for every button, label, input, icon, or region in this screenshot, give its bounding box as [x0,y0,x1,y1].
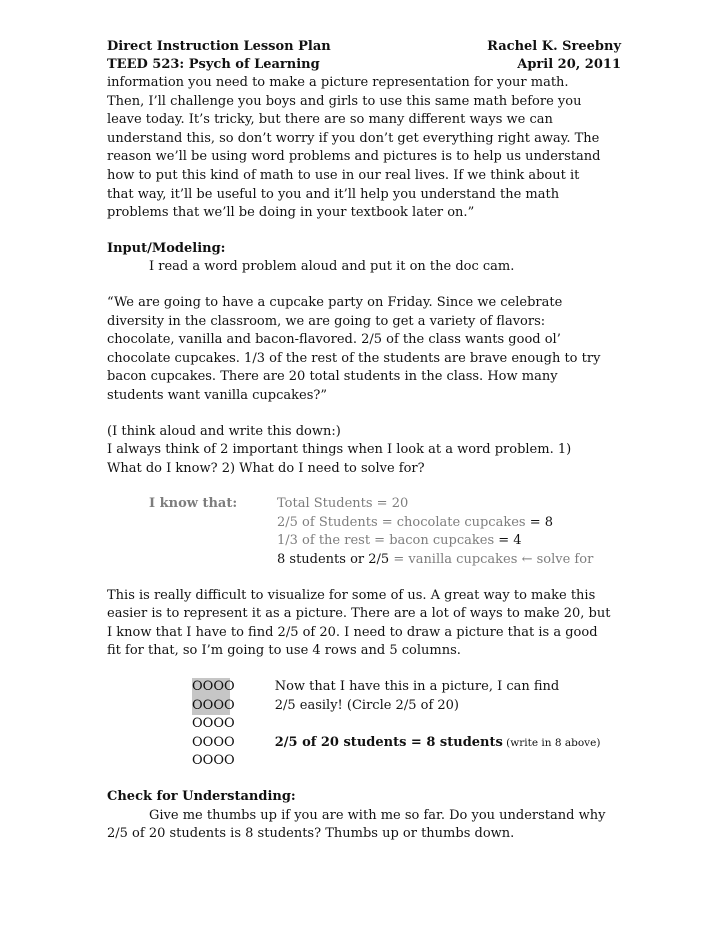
result-statement: 2/5 of 20 students = 8 students [274,734,503,750]
grid-row: OOOO [192,753,235,769]
text-line: that way, it’ll be useful to you and it’ll help you understand the math [107,186,560,202]
text-line: What do I know? 2) What do I need to solve for? [107,460,425,476]
text-line: I know that I have to find 2/5 of 20. I need to draw a picture that is a good [107,624,598,640]
arrow-left-icon: ← [521,552,533,568]
author-name: Rachel K. Sreebny [487,39,621,54]
known-fact [277,514,593,533]
text-line: students want vanilla cupcakes?” [107,387,327,403]
doc-title: Direct Instruction Lesson Plan [107,39,331,54]
text-line: chocolate, vanilla and bacon-flavored. 2/5 of the class wants good ol’ [107,332,561,348]
document-page [107,38,621,844]
think-aloud-paragraph [107,423,621,479]
text-line: information you need to make a picture representation for your math. [107,75,569,90]
intro-paragraph [107,74,621,223]
known-fact-answer: = 4 [494,533,522,549]
known-fact-text: = vanilla cupcakes [389,552,522,568]
i-know-label: I know that: [149,496,238,512]
doc-date: April 20, 2011 [517,57,621,72]
picture-representation [107,678,621,771]
result-note: (write in 8 above) [502,736,601,749]
text-line: Now that I have this in a picture, I can find [274,679,560,695]
text-line [275,715,621,734]
i-know-block [107,495,621,569]
header-row-2 [107,56,621,74]
grid-row-shaded: OOOO [192,678,230,697]
known-fact [277,532,593,551]
text-line: bacon cupcakes. There are 20 total students in the class. How many [107,369,558,385]
result-line [275,734,621,753]
known-fact-text: solve for [532,552,594,568]
text-line: Then, I’ll challenge you boys and girls to use this same math before you [107,93,582,109]
text-line: 2/5 easily! (Circle 2/5 of 20) [274,697,459,713]
grid-notes [275,678,621,771]
text-line: problems that we’ll be doing in your textbook later on.” [107,205,475,221]
word-problem-paragraph [107,294,621,406]
grid-row-shaded: OOOO [192,697,230,716]
text-line: understand this, so don’t worry if you don’t get everything right away. The [107,130,600,146]
known-fact [277,551,593,570]
section-heading: Check for Understanding: [107,789,296,804]
text-line: 2/5 of 20 students is 8 students? Thumbs up or thumbs down. [107,826,515,842]
text-line: fit for that, so I’m going to use 4 rows and 5 columns. [107,643,461,659]
grid-row: OOOO [192,716,235,732]
section-heading: Input/Modeling: [107,240,226,256]
known-fact: Total Students = 20 [277,496,409,512]
known-fact-text: 1/3 of the rest = bacon cupcakes [277,533,495,549]
known-fact-answer: = 8 [525,514,553,530]
check-understanding-section [107,788,621,844]
text-line: This is really difficult to visualize for some of us. A great way to make this [107,587,596,603]
text-line: I always think of 2 important things when I look at a word problem. 1) [107,442,572,458]
header-row-1 [107,38,621,56]
text-line: diversity in the classroom, we are going to get a variety of flavors: [107,313,546,329]
text-line: Give me thumbs up if you are with me so far. Do you understand why [149,807,606,823]
text-line: leave today. It’s tricky, but there are so many different ways we can [107,112,553,128]
text-line: how to put this kind of math to use in our real lives. If we think about it [107,167,580,183]
input-modeling-section [107,240,621,277]
grid-row: OOOO [192,734,235,750]
known-fact-answer: 8 students or 2/5 [277,552,390,568]
circle-grid [192,678,275,771]
text-line: reason we’ll be using word problems and pictures is to help us understand [107,149,601,165]
visualize-paragraph [107,587,621,661]
course-name: TEED 523: Psych of Learning [107,57,320,72]
known-fact-text: 2/5 of Students = chocolate cupcakes [277,514,526,530]
text-line: (I think aloud and write this down:) [107,423,341,439]
i-know-lines [277,495,593,569]
text-line: “We are going to have a cupcake party on Friday. Since we celebrate [107,294,563,310]
text-line: I read a word problem aloud and put it on the doc cam. [149,259,515,275]
text-line: chocolate cupcakes. 1/3 of the rest of the students are brave enough to try [107,350,601,366]
text-line: easier is to represent it as a picture. There are a lot of ways to make 20, but [107,606,611,622]
